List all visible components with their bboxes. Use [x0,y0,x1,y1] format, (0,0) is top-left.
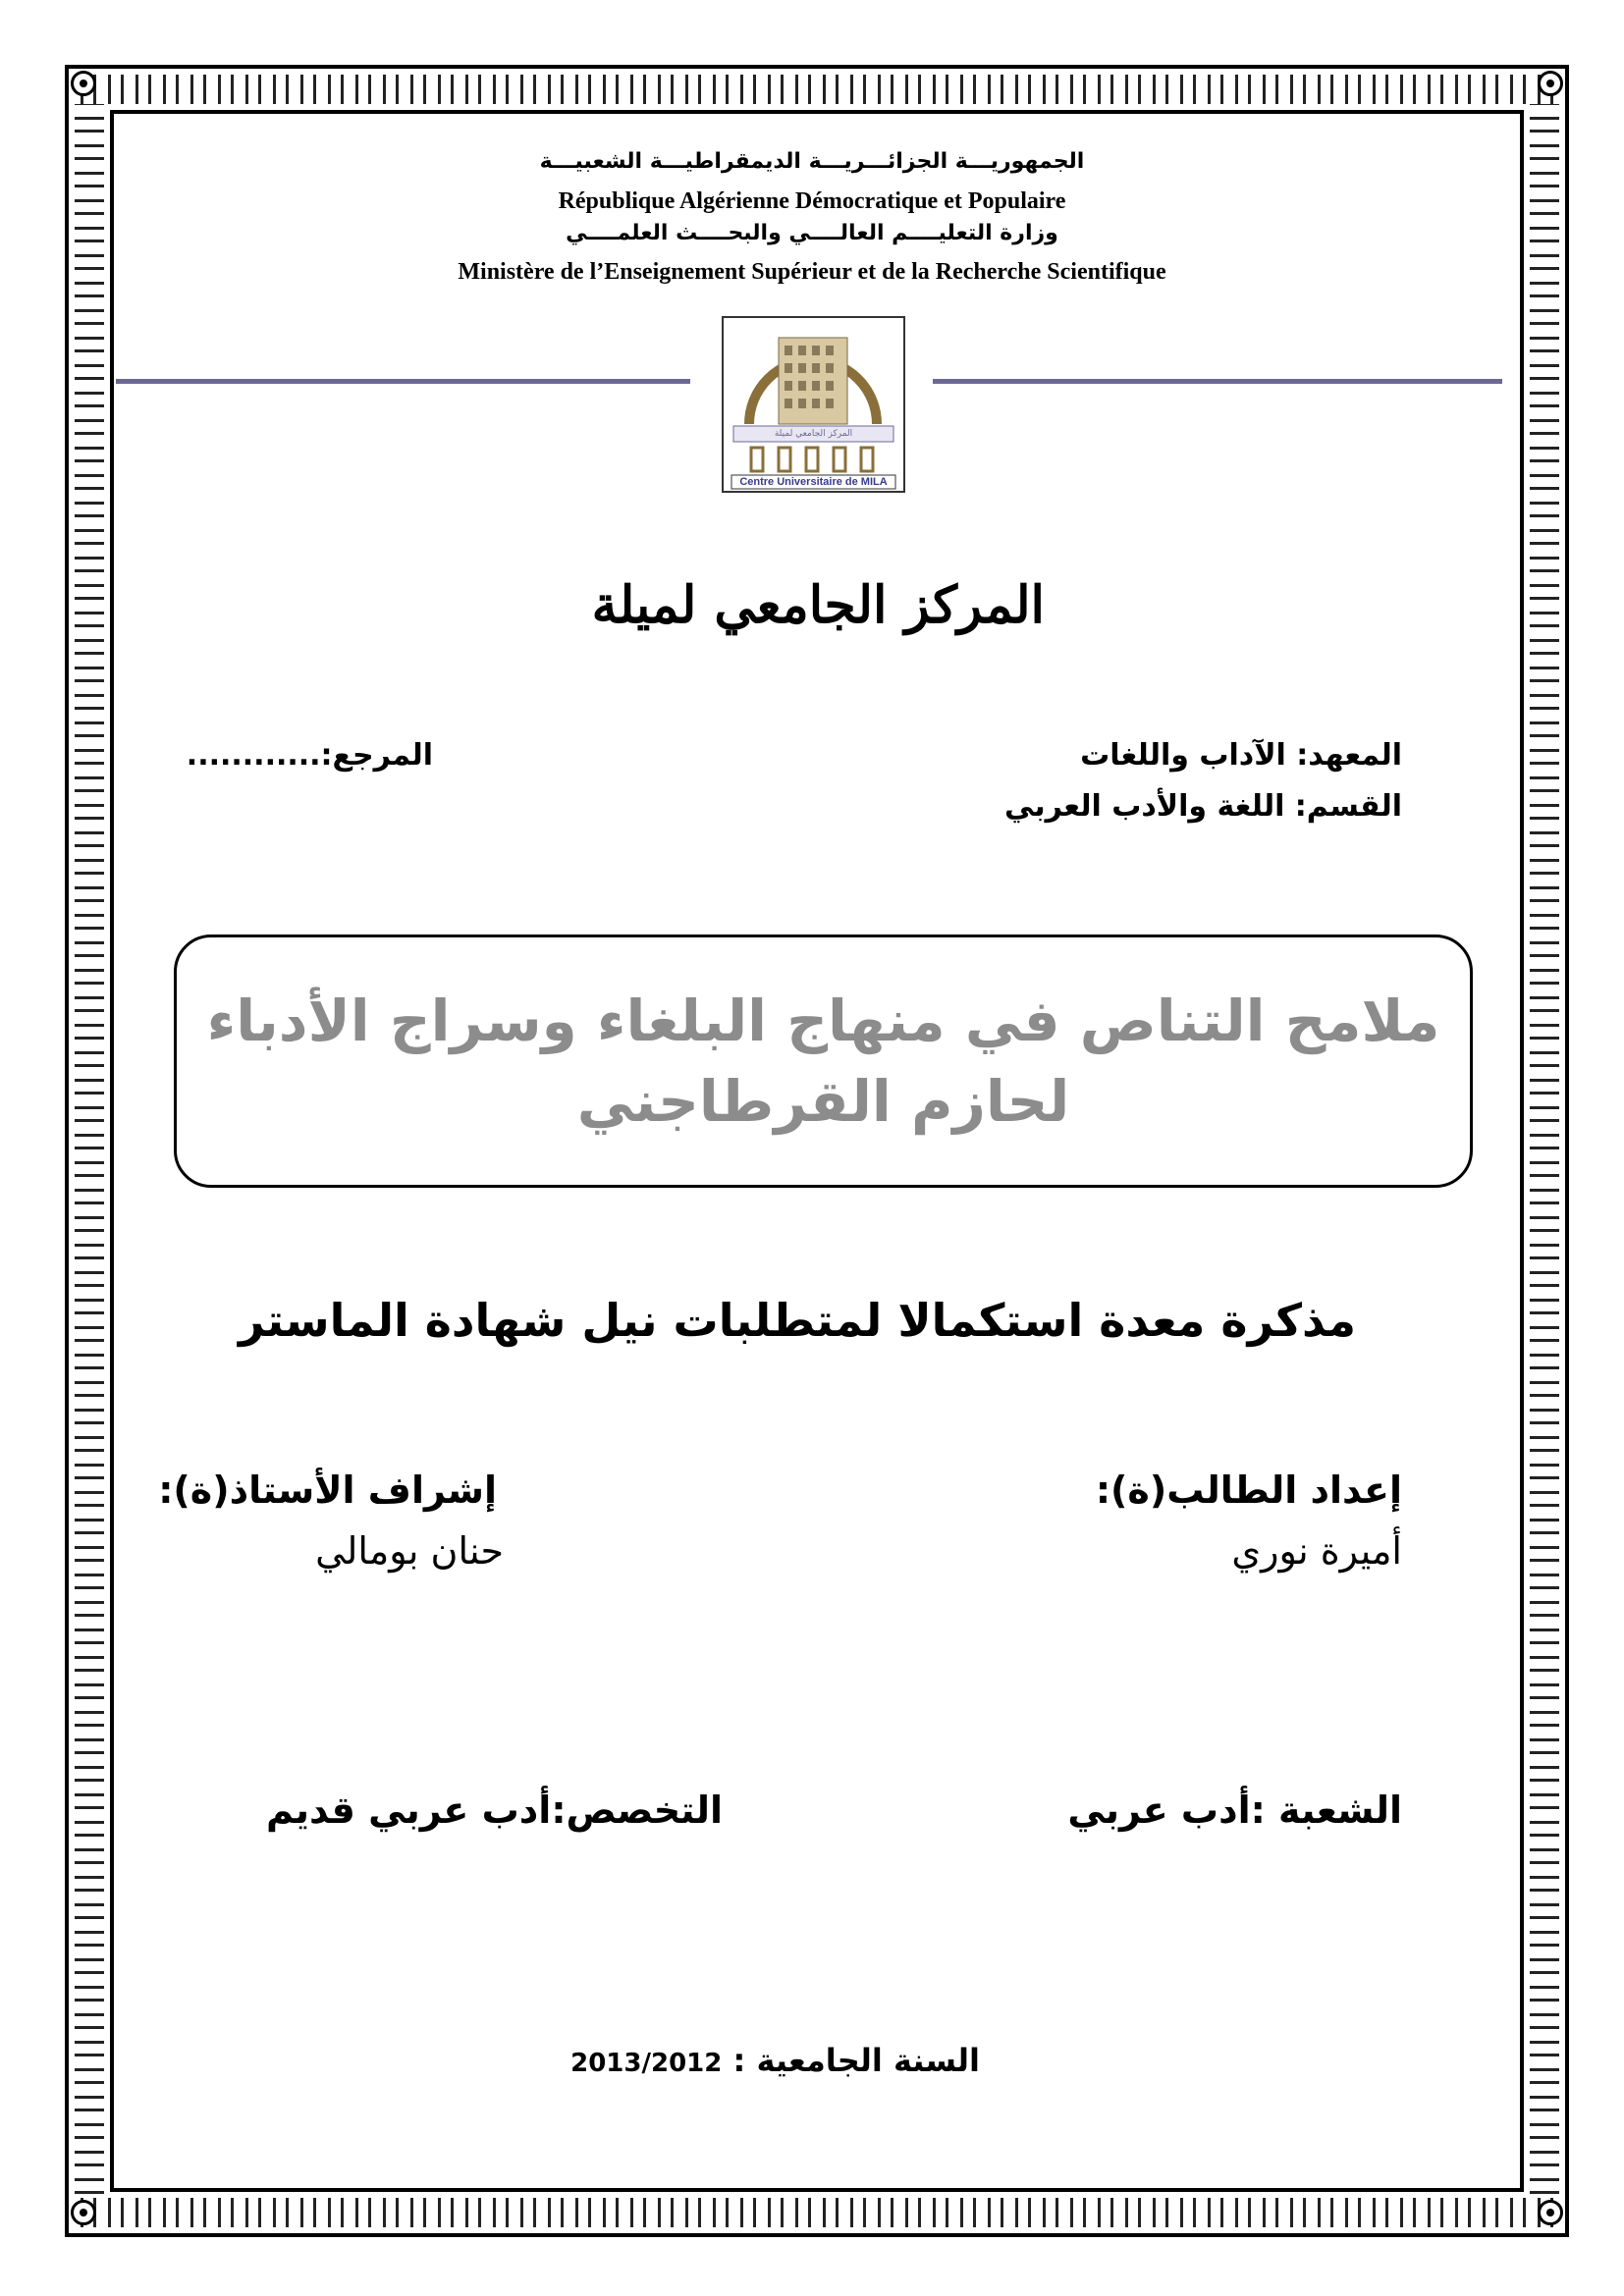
corner-ornament-icon [71,71,96,96]
logo-caption: Centre Universitaire de MILA [739,476,888,488]
supervisor-name: حنان بومالي [315,1529,504,1573]
academic-year-value: 2013/2012 [570,2049,723,2078]
ministry-ar: وزارة التعليــــم العالــــي والبحــــث العلمــــي [566,221,1058,245]
republic-fr: République Algérienne Démocratique et Populaire [558,188,1066,214]
academic-year-label: السنة الجامعية : [732,2042,980,2079]
thesis-title-box [174,934,1473,1188]
university-name: المركز الجامعي لميلة [591,575,1045,635]
institute-line: المعهد: الآداب واللغات [1080,738,1402,773]
student-name: أميرة نوري [1231,1529,1402,1573]
corner-ornament-icon [1538,2200,1563,2225]
university-building-icon [722,316,905,493]
student-label: إعداد الطالب(ة): [1095,1468,1402,1512]
corner-ornament-icon [71,2200,96,2225]
corner-ornament-icon [1538,71,1563,96]
logo-banner: المركز الجامعي لميلة [774,429,853,439]
republic-ar: الجمهوريـــة الجزائـــريـــة الديمقراطيـــة الشعبيـــة [539,149,1085,174]
supervisor-label: إشراف الأستاذ(ة): [158,1468,497,1512]
header-rule-right [933,379,1502,384]
specialty-line: التخصص:أدب عربي قديم [265,1789,723,1832]
ministry-fr: Ministère de l’Enseignement Supérieur et de la Recherche Scientifique [458,259,1166,285]
university-logo [722,316,905,493]
header-rule-left [116,379,690,384]
thesis-title: ملامح التناص في منهاج البلغاء وسراج الأدباء لحازم القرطاجني [206,988,1440,1135]
branch-line: الشعبة :أدب عربي [1067,1789,1402,1832]
department-line: القسم: اللغة والأدب العربي [1003,789,1402,824]
thesis-subtitle: مذكرة معدة استكمالا لمتطلبات نيل شهادة الماستر [238,1294,1356,1347]
reference-line: المرجع:............ [186,738,433,773]
academic-year [570,2042,980,2079]
